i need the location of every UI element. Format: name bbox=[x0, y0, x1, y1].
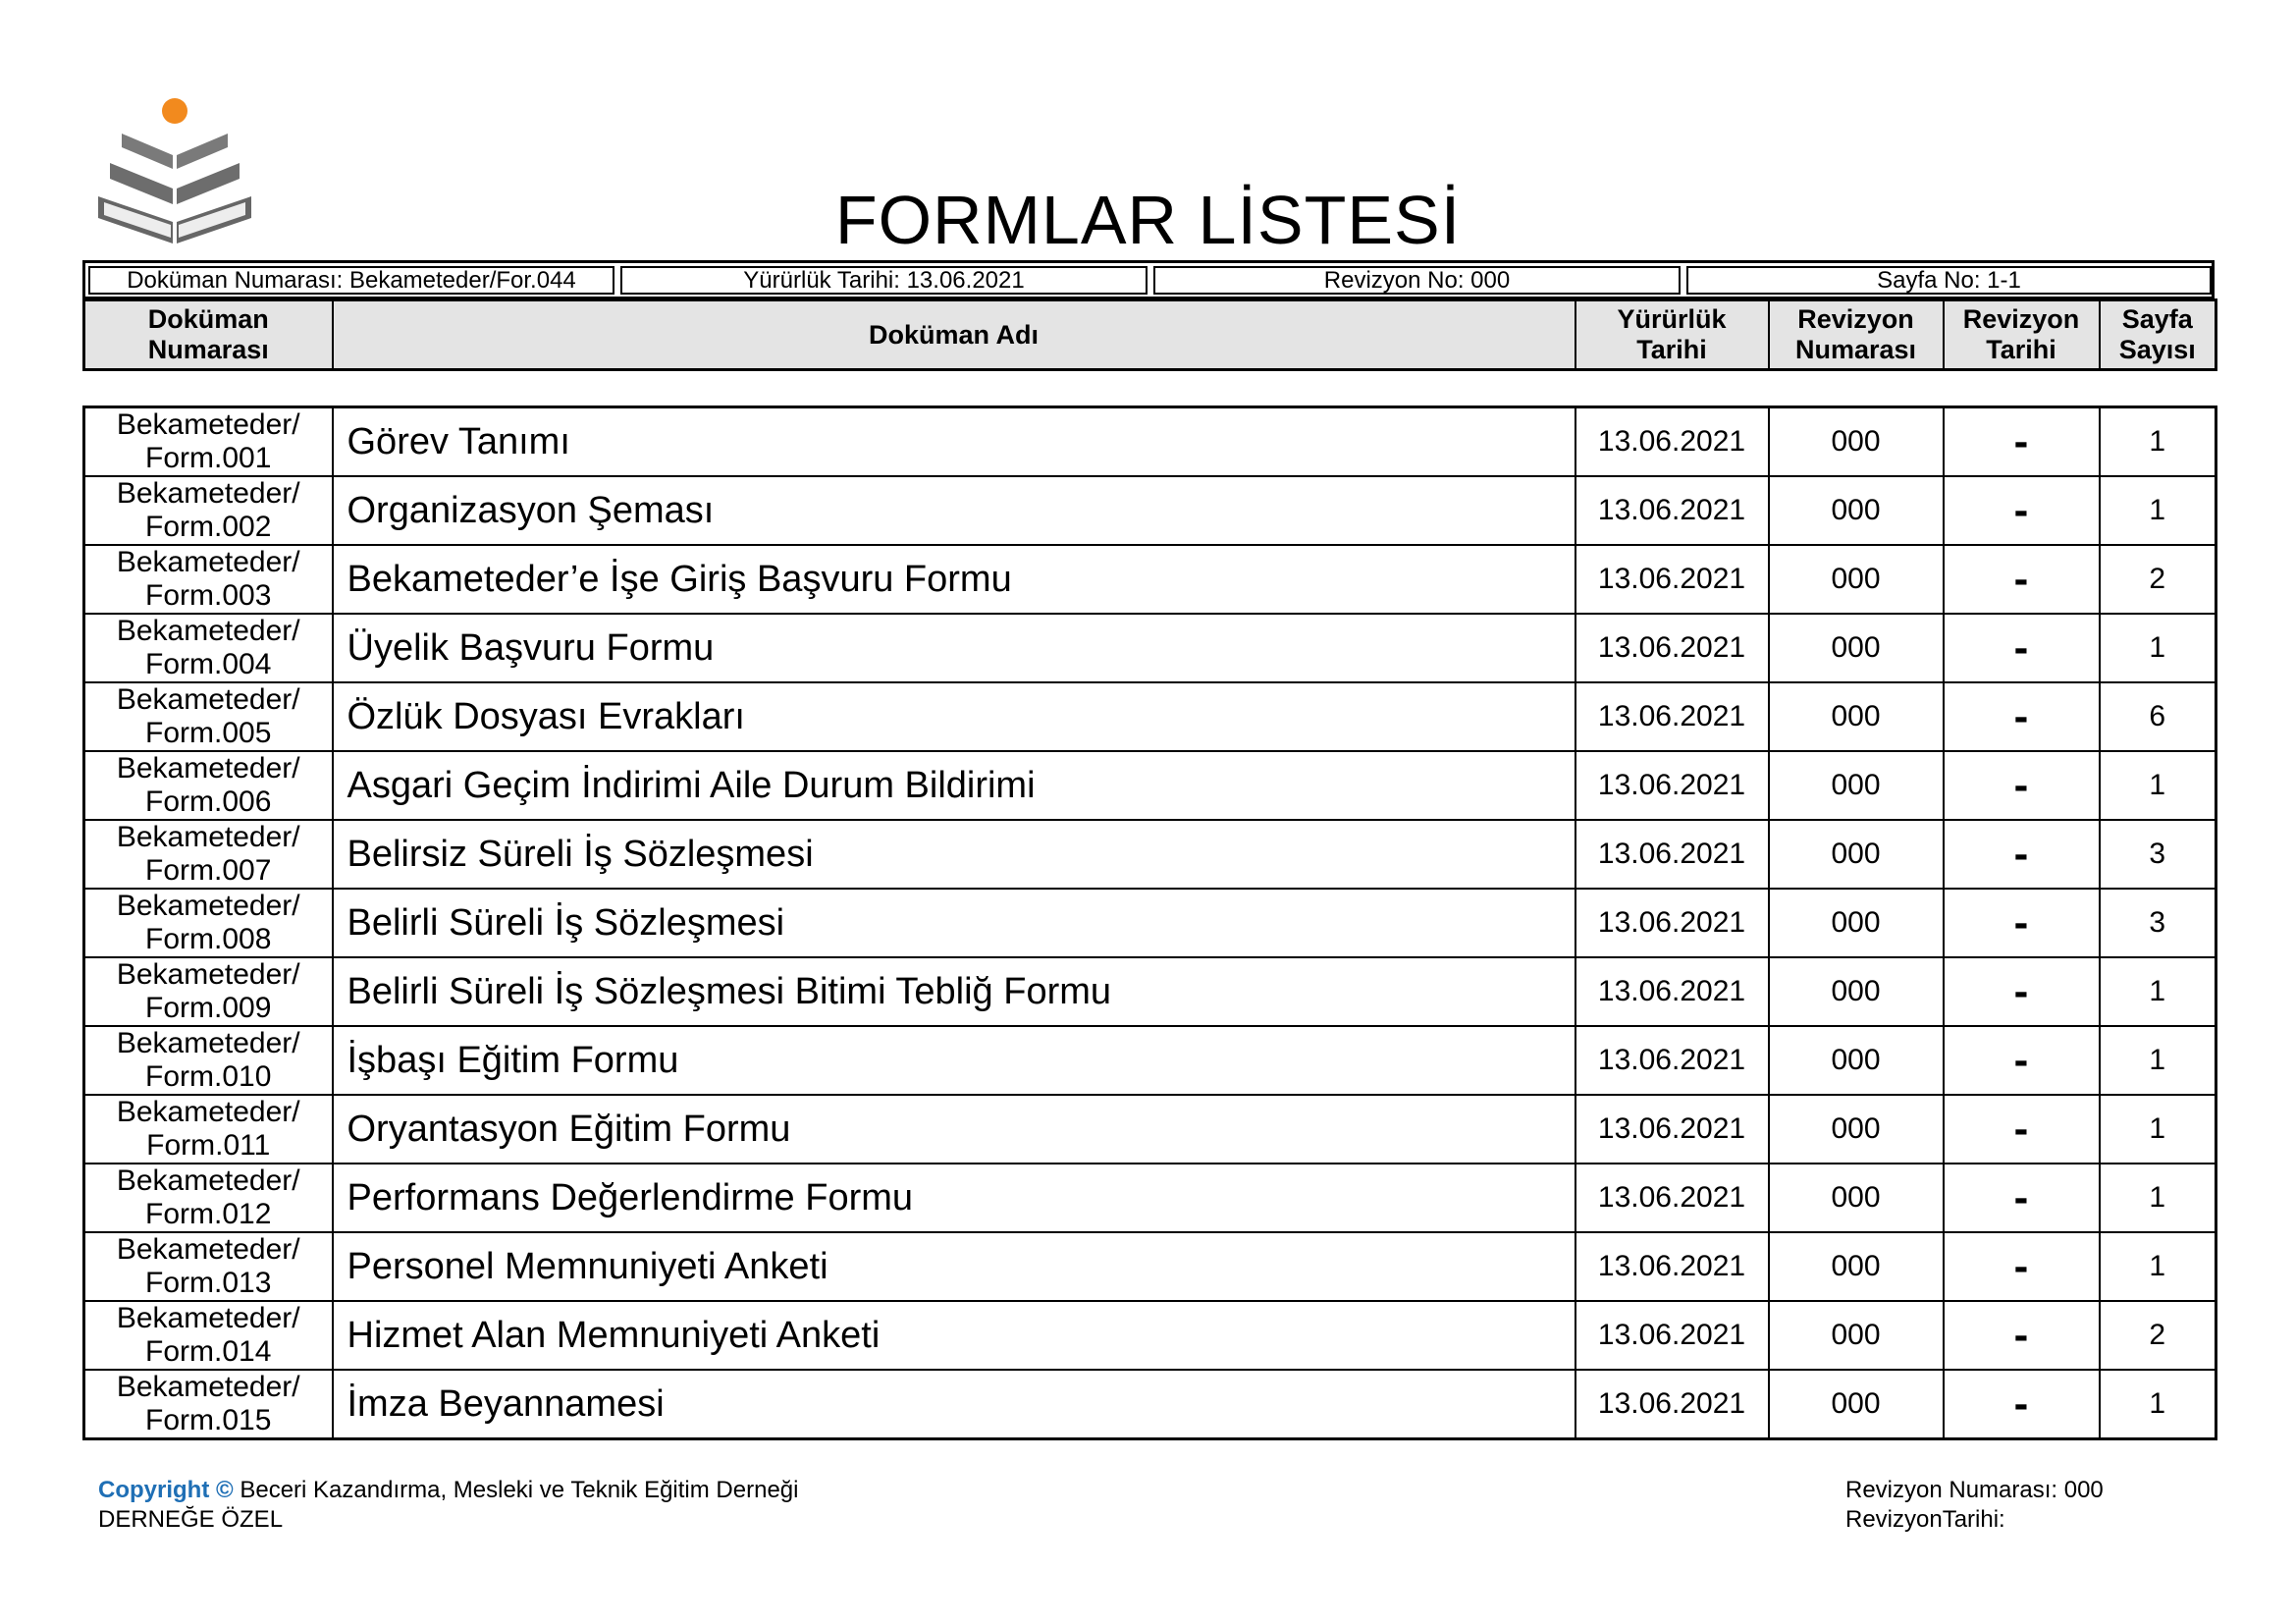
page-no-info: Sayfa No: 1-1 bbox=[1686, 266, 2212, 295]
doc-name-cell: Organizasyon Şeması bbox=[333, 476, 1575, 545]
organization-name: Beceri Kazandırma, Mesleki ve Teknik Eğitim Derneği bbox=[240, 1477, 799, 1503]
table-row bbox=[84, 476, 2216, 545]
table-row bbox=[84, 820, 2216, 889]
header-revision-number: Revizyon Numarası bbox=[1769, 300, 1944, 370]
doc-code-cell: Bekameteder/ Form.011 bbox=[84, 1095, 333, 1164]
page-count-cell: 3 bbox=[2100, 820, 2216, 889]
revision-number-cell: 000 bbox=[1769, 751, 1944, 820]
doc-code-cell: Bekameteder/ Form.012 bbox=[84, 1164, 333, 1232]
revision-number-cell: 000 bbox=[1769, 889, 1944, 957]
doc-code-cell: Bekameteder/ Form.008 bbox=[84, 889, 333, 957]
table-row bbox=[84, 1026, 2216, 1095]
doc-name-cell: Oryantasyon Eğitim Formu bbox=[333, 1095, 1575, 1164]
effective-date-cell: 13.06.2021 bbox=[1575, 820, 1769, 889]
doc-code-cell: Bekameteder/ Form.010 bbox=[84, 1026, 333, 1095]
revision-date-cell: - bbox=[1944, 751, 2100, 820]
revision-number-cell: 000 bbox=[1769, 957, 1944, 1026]
revision-date-cell: - bbox=[1944, 682, 2100, 751]
doc-code-cell: Bekameteder/ Form.004 bbox=[84, 614, 333, 682]
revision-number-cell: 000 bbox=[1769, 1370, 1944, 1439]
revision-no-info: Revizyon No: 000 bbox=[1153, 266, 1681, 295]
page-count-cell: 1 bbox=[2100, 407, 2216, 477]
revision-number-cell: 000 bbox=[1769, 682, 1944, 751]
table-row bbox=[84, 1095, 2216, 1164]
page-count-cell: 1 bbox=[2100, 1370, 2216, 1439]
header-effective-date: Yürürlük Tarihi bbox=[1575, 300, 1769, 370]
table-row bbox=[84, 407, 2216, 477]
doc-name-cell: Üyelik Başvuru Formu bbox=[333, 614, 1575, 682]
table-row bbox=[84, 545, 2216, 614]
revision-number-cell: 000 bbox=[1769, 1026, 1944, 1095]
document-info-bar bbox=[82, 260, 2215, 299]
doc-name-cell: İşbaşı Eğitim Formu bbox=[333, 1026, 1575, 1095]
revision-date-cell: - bbox=[1944, 476, 2100, 545]
doc-name-cell: Hizmet Alan Memnuniyeti Anketi bbox=[333, 1301, 1575, 1370]
revision-date-cell: - bbox=[1944, 889, 2100, 957]
forms-table bbox=[82, 406, 2217, 1440]
doc-code-cell: Bekameteder/ Form.005 bbox=[84, 682, 333, 751]
table-row bbox=[84, 889, 2216, 957]
footer-copyright bbox=[98, 1476, 798, 1505]
revision-date-cell: - bbox=[1944, 545, 2100, 614]
table-row bbox=[84, 614, 2216, 682]
effective-date-cell: 13.06.2021 bbox=[1575, 889, 1769, 957]
page-count-cell: 1 bbox=[2100, 1164, 2216, 1232]
doc-name-cell: Performans Değerlendirme Formu bbox=[333, 1164, 1575, 1232]
page-count-cell: 1 bbox=[2100, 1232, 2216, 1301]
doc-code-cell: Bekameteder/ Form.015 bbox=[84, 1370, 333, 1439]
effective-date-cell: 13.06.2021 bbox=[1575, 1301, 1769, 1370]
revision-date-cell: - bbox=[1944, 1026, 2100, 1095]
footer-private: DERNEĞE ÖZEL bbox=[98, 1506, 284, 1533]
revision-number-cell: 000 bbox=[1769, 614, 1944, 682]
revision-number-cell: 000 bbox=[1769, 1095, 1944, 1164]
copyright-label: Copyright © bbox=[98, 1477, 234, 1503]
page-count-cell: 2 bbox=[2100, 1301, 2216, 1370]
revision-date-cell: - bbox=[1944, 820, 2100, 889]
effective-date-cell: 13.06.2021 bbox=[1575, 1095, 1769, 1164]
revision-number-cell: 000 bbox=[1769, 407, 1944, 477]
doc-name-cell: Asgari Geçim İndirimi Aile Durum Bildirimi bbox=[333, 751, 1575, 820]
doc-number-info: Doküman Numarası: Bekameteder/For.044 bbox=[88, 266, 614, 295]
header-revision-date: Revizyon Tarihi bbox=[1944, 300, 2100, 370]
effective-date-cell: 13.06.2021 bbox=[1575, 476, 1769, 545]
table-row bbox=[84, 1232, 2216, 1301]
page-title: FORMLAR LİSTESİ bbox=[834, 182, 1462, 258]
table-row bbox=[84, 1370, 2216, 1439]
footer-revision-number: Revizyon Numarası: 000 bbox=[1845, 1477, 2104, 1503]
effective-date-cell: 13.06.2021 bbox=[1575, 682, 1769, 751]
page-count-cell: 1 bbox=[2100, 1095, 2216, 1164]
effective-date-cell: 13.06.2021 bbox=[1575, 1232, 1769, 1301]
revision-number-cell: 000 bbox=[1769, 1232, 1944, 1301]
doc-name-cell: Özlük Dosyası Evrakları bbox=[333, 682, 1575, 751]
page-count-cell: 1 bbox=[2100, 1026, 2216, 1095]
revision-date-cell: - bbox=[1944, 614, 2100, 682]
effective-date-cell: 13.06.2021 bbox=[1575, 1164, 1769, 1232]
doc-code-cell: Bekameteder/ Form.009 bbox=[84, 957, 333, 1026]
doc-code-cell: Bekameteder/ Form.002 bbox=[84, 476, 333, 545]
doc-code-cell: Bekameteder/ Form.003 bbox=[84, 545, 333, 614]
table-row bbox=[84, 682, 2216, 751]
page-count-cell: 1 bbox=[2100, 957, 2216, 1026]
revision-number-cell: 000 bbox=[1769, 820, 1944, 889]
doc-name-cell: Belirli Süreli İş Sözleşmesi bbox=[333, 889, 1575, 957]
doc-code-cell: Bekameteder/ Form.006 bbox=[84, 751, 333, 820]
table-row bbox=[84, 1164, 2216, 1232]
effective-date-cell: 13.06.2021 bbox=[1575, 751, 1769, 820]
revision-date-cell: - bbox=[1944, 1370, 2100, 1439]
revision-date-cell: - bbox=[1944, 407, 2100, 477]
page-count-cell: 1 bbox=[2100, 751, 2216, 820]
header-page-count: Sayfa Sayısı bbox=[2100, 300, 2216, 370]
revision-date-cell: - bbox=[1944, 1095, 2100, 1164]
doc-code-cell: Bekameteder/ Form.001 bbox=[84, 407, 333, 477]
effective-date-cell: 13.06.2021 bbox=[1575, 545, 1769, 614]
effective-date-cell: 13.06.2021 bbox=[1575, 407, 1769, 477]
header-doc-number: Doküman Numarası bbox=[84, 300, 333, 370]
page-count-cell: 1 bbox=[2100, 614, 2216, 682]
doc-name-cell: İmza Beyannamesi bbox=[333, 1370, 1575, 1439]
revision-date-cell: - bbox=[1944, 1301, 2100, 1370]
revision-date-cell: - bbox=[1944, 1232, 2100, 1301]
table-row bbox=[84, 751, 2216, 820]
column-header-table bbox=[82, 298, 2217, 371]
effective-date-cell: 13.06.2021 bbox=[1575, 1370, 1769, 1439]
doc-name-cell: Bekameteder’e İşe Giriş Başvuru Formu bbox=[333, 545, 1575, 614]
revision-number-cell: 000 bbox=[1769, 1301, 1944, 1370]
page-count-cell: 6 bbox=[2100, 682, 2216, 751]
effective-date-cell: 13.06.2021 bbox=[1575, 1026, 1769, 1095]
page-count-cell: 1 bbox=[2100, 476, 2216, 545]
doc-code-cell: Bekameteder/ Form.014 bbox=[84, 1301, 333, 1370]
revision-date-cell: - bbox=[1944, 1164, 2100, 1232]
footer-revision-date: RevizyonTarihi: bbox=[1845, 1506, 2005, 1533]
effective-date-cell: 13.06.2021 bbox=[1575, 957, 1769, 1026]
revision-date-cell: - bbox=[1944, 957, 2100, 1026]
revision-number-cell: 000 bbox=[1769, 476, 1944, 545]
table-row bbox=[84, 1301, 2216, 1370]
revision-number-cell: 000 bbox=[1769, 545, 1944, 614]
doc-name-cell: Belirli Süreli İş Sözleşmesi Bitimi Tebliğ Formu bbox=[333, 957, 1575, 1026]
page-count-cell: 3 bbox=[2100, 889, 2216, 957]
doc-code-cell: Bekameteder/ Form.013 bbox=[84, 1232, 333, 1301]
effective-date-cell: 13.06.2021 bbox=[1575, 614, 1769, 682]
doc-code-cell: Bekameteder/ Form.007 bbox=[84, 820, 333, 889]
doc-name-cell: Belirsiz Süreli İş Sözleşmesi bbox=[333, 820, 1575, 889]
revision-number-cell: 000 bbox=[1769, 1164, 1944, 1232]
page-count-cell: 2 bbox=[2100, 545, 2216, 614]
effective-date-info: Yürürlük Tarihi: 13.06.2021 bbox=[620, 266, 1148, 295]
table-row bbox=[84, 957, 2216, 1026]
doc-name-cell: Personel Memnuniyeti Anketi bbox=[333, 1232, 1575, 1301]
doc-name-cell: Görev Tanımı bbox=[333, 407, 1575, 477]
header-doc-name: Doküman Adı bbox=[333, 300, 1575, 370]
